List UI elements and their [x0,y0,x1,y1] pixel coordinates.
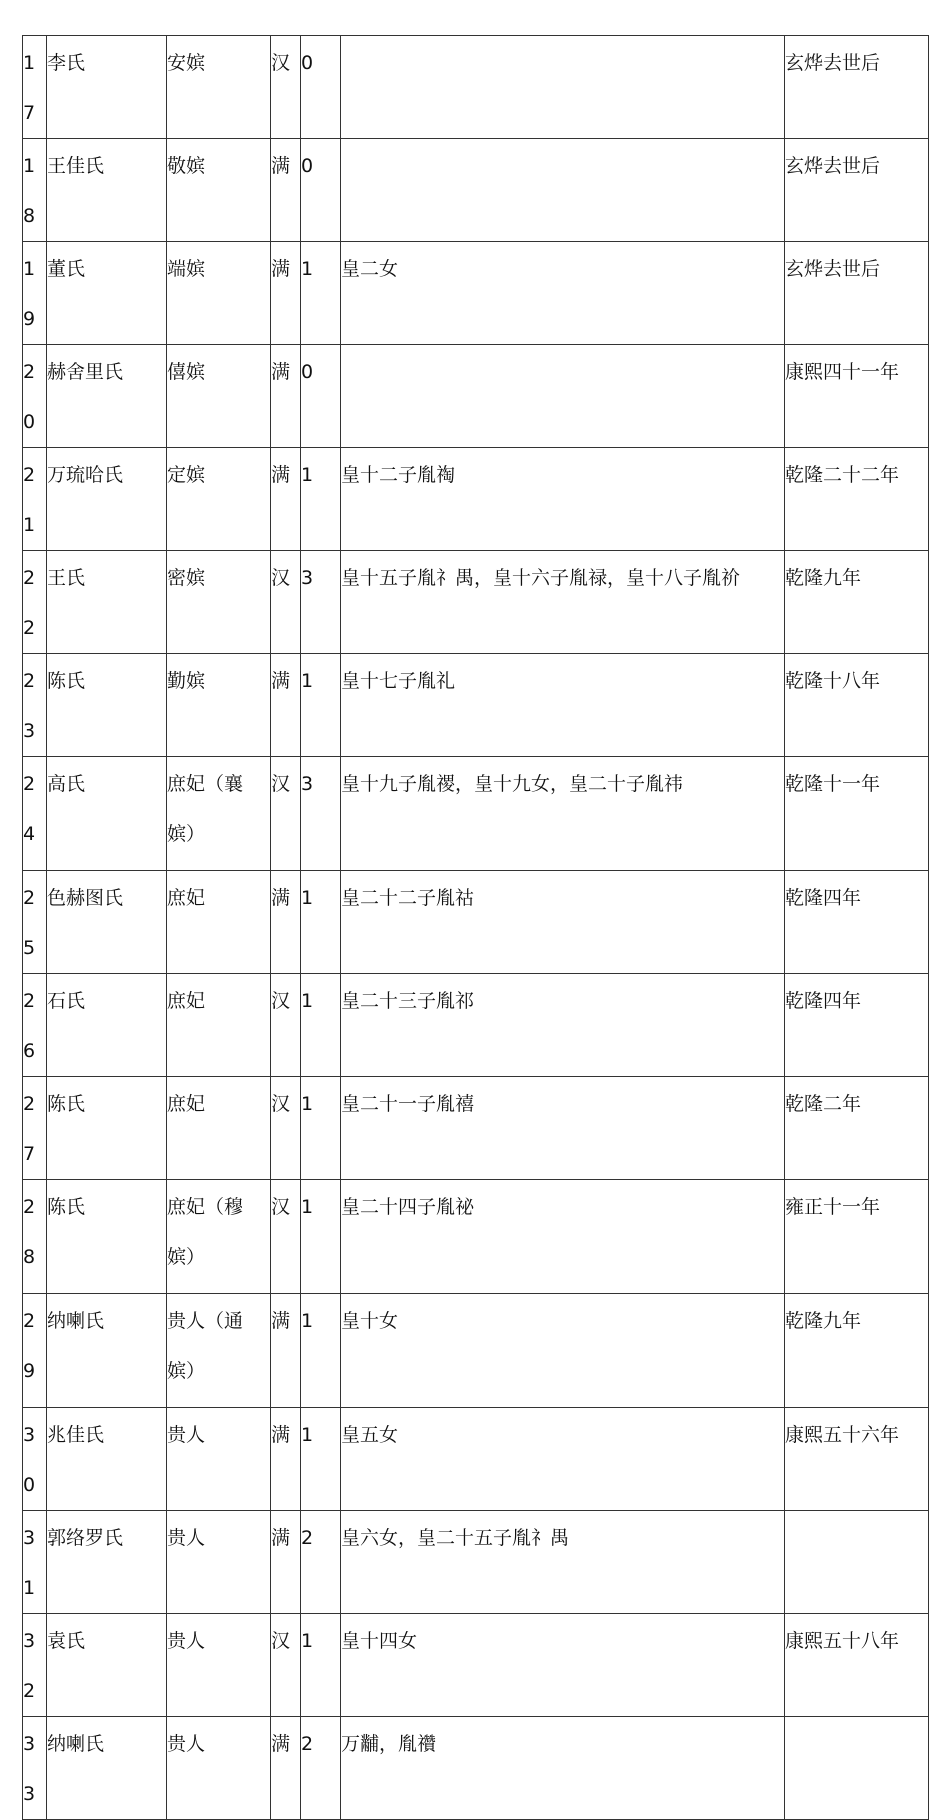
children-count: 1 [301,1408,341,1511]
table-row [23,36,929,139]
table-row [23,1614,929,1717]
consort-title: 庶妃 [167,1077,271,1180]
table-row [23,1180,929,1294]
death-date: 乾隆十八年 [785,654,929,757]
consort-ethnicity: 汉 [271,551,301,654]
consort-name: 色赫图氏 [47,871,167,974]
children-count: 2 [301,1717,341,1820]
children-list: 皇十二子胤祹 [341,448,785,551]
consort-name: 陈氏 [47,654,167,757]
table-row [23,1717,929,1820]
children-list [341,345,785,448]
row-number: 24 [23,757,47,871]
death-date: 玄烨去世后 [785,36,929,139]
consorts-table [22,35,929,1820]
children-count: 1 [301,1077,341,1180]
consort-name: 石氏 [47,974,167,1077]
table-row [23,1294,929,1408]
consort-ethnicity: 满 [271,139,301,242]
death-date: 玄烨去世后 [785,139,929,242]
row-number: 25 [23,871,47,974]
consort-name: 陈氏 [47,1180,167,1294]
children-list: 皇十五子胤礻禺，皇十六子胤禄，皇十八子胤祄 [341,551,785,654]
table-row [23,242,929,345]
death-date: 乾隆十一年 [785,757,929,871]
death-date: 玄烨去世后 [785,242,929,345]
table-row [23,448,929,551]
consort-name: 董氏 [47,242,167,345]
death-date: 康熙五十六年 [785,1408,929,1511]
consort-ethnicity: 满 [271,1511,301,1614]
death-date [785,1717,929,1820]
row-number: 21 [23,448,47,551]
row-number: 17 [23,36,47,139]
consort-name: 王佳氏 [47,139,167,242]
children-list: 皇十女 [341,1294,785,1408]
children-count: 0 [301,345,341,448]
row-number: 30 [23,1408,47,1511]
children-list: 皇二十二子胤祜 [341,871,785,974]
consort-name: 赫舍里氏 [47,345,167,448]
death-date: 乾隆二十二年 [785,448,929,551]
consort-title: 敬嫔 [167,139,271,242]
death-date: 乾隆二年 [785,1077,929,1180]
children-count: 3 [301,757,341,871]
table-row [23,1511,929,1614]
consort-name: 王氏 [47,551,167,654]
table-row [23,871,929,974]
row-number: 19 [23,242,47,345]
consort-ethnicity: 汉 [271,1614,301,1717]
row-number: 29 [23,1294,47,1408]
children-list: 皇二十一子胤禧 [341,1077,785,1180]
consort-ethnicity: 满 [271,1294,301,1408]
consort-name: 高氏 [47,757,167,871]
children-count: 3 [301,551,341,654]
children-count: 2 [301,1511,341,1614]
consort-name: 纳喇氏 [47,1717,167,1820]
consort-ethnicity: 满 [271,242,301,345]
children-list: 皇十九子胤禝，皇十九女，皇二十子胤祎 [341,757,785,871]
consort-ethnicity: 满 [271,654,301,757]
consort-ethnicity: 汉 [271,36,301,139]
table-row [23,1077,929,1180]
table-row [23,345,929,448]
row-number: 31 [23,1511,47,1614]
consort-title: 端嫔 [167,242,271,345]
row-number: 20 [23,345,47,448]
children-count: 1 [301,242,341,345]
table-row [23,1408,929,1511]
row-number: 26 [23,974,47,1077]
table-row [23,139,929,242]
consort-title: 庶妃 [167,974,271,1077]
consort-title: 贵人 [167,1408,271,1511]
consort-ethnicity: 汉 [271,974,301,1077]
death-date: 乾隆四年 [785,974,929,1077]
consort-title: 贵人 [167,1511,271,1614]
consort-ethnicity: 满 [271,1408,301,1511]
table-row [23,551,929,654]
death-date: 乾隆九年 [785,1294,929,1408]
consort-ethnicity: 汉 [271,1077,301,1180]
consort-title: 僖嫔 [167,345,271,448]
children-list: 万黼，胤禶 [341,1717,785,1820]
consort-name: 万琉哈氏 [47,448,167,551]
consort-name: 纳喇氏 [47,1294,167,1408]
table-row [23,757,929,871]
death-date: 康熙五十八年 [785,1614,929,1717]
death-date: 乾隆九年 [785,551,929,654]
table-row [23,654,929,757]
row-number: 28 [23,1180,47,1294]
children-list: 皇六女，皇二十五子胤礻禺 [341,1511,785,1614]
consort-ethnicity: 汉 [271,757,301,871]
consort-name: 兆佳氏 [47,1408,167,1511]
consort-name: 李氏 [47,36,167,139]
consort-title: 安嫔 [167,36,271,139]
consort-title: 贵人 [167,1614,271,1717]
consort-title: 密嫔 [167,551,271,654]
death-date: 雍正十一年 [785,1180,929,1294]
children-list [341,36,785,139]
row-number: 27 [23,1077,47,1180]
row-number: 32 [23,1614,47,1717]
children-count: 1 [301,1614,341,1717]
children-list: 皇二十四子胤祕 [341,1180,785,1294]
consort-title: 定嫔 [167,448,271,551]
table-row [23,974,929,1077]
consort-ethnicity: 满 [271,1717,301,1820]
children-list: 皇十四女 [341,1614,785,1717]
consort-title: 庶妃（穆嫔） [167,1180,271,1294]
children-count: 1 [301,1294,341,1408]
consort-title: 贵人（通嫔） [167,1294,271,1408]
children-count: 1 [301,448,341,551]
row-number: 23 [23,654,47,757]
children-list: 皇二十三子胤祁 [341,974,785,1077]
death-date: 乾隆四年 [785,871,929,974]
consort-name: 郭络罗氏 [47,1511,167,1614]
row-number: 33 [23,1717,47,1820]
consort-ethnicity: 满 [271,345,301,448]
consort-title: 贵人 [167,1717,271,1820]
children-count: 1 [301,871,341,974]
death-date: 康熙四十一年 [785,345,929,448]
consort-title: 庶妃 [167,871,271,974]
children-list [341,139,785,242]
consort-name: 袁氏 [47,1614,167,1717]
death-date [785,1511,929,1614]
row-number: 18 [23,139,47,242]
children-count: 1 [301,974,341,1077]
children-count: 1 [301,1180,341,1294]
children-list: 皇五女 [341,1408,785,1511]
children-count: 0 [301,36,341,139]
children-list: 皇二女 [341,242,785,345]
row-number: 22 [23,551,47,654]
children-count: 1 [301,654,341,757]
children-list: 皇十七子胤礼 [341,654,785,757]
children-count: 0 [301,139,341,242]
consort-name: 陈氏 [47,1077,167,1180]
consort-ethnicity: 汉 [271,1180,301,1294]
consort-title: 庶妃（襄嫔） [167,757,271,871]
consort-title: 勤嫔 [167,654,271,757]
consort-ethnicity: 满 [271,448,301,551]
consort-ethnicity: 满 [271,871,301,974]
